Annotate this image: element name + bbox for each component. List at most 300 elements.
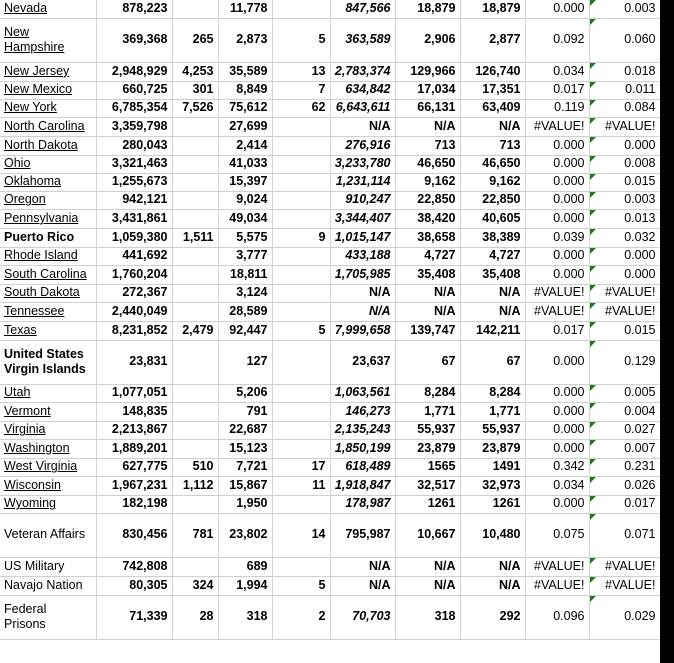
data-cell[interactable]: 38,658 [395,228,460,247]
table-row[interactable] [0,0,660,18]
data-cell[interactable] [172,265,218,284]
data-cell[interactable]: 0.034 [525,476,589,495]
data-cell[interactable]: 28,589 [218,302,272,321]
data-cell[interactable]: 1,063,561 [330,384,395,402]
data-cell[interactable]: 23,802 [218,513,272,557]
data-cell[interactable]: 433,188 [330,247,395,265]
data-cell[interactable] [172,247,218,265]
data-cell[interactable]: 0.008 [589,155,660,173]
data-cell[interactable]: 22,687 [218,421,272,439]
data-cell[interactable]: 0.003 [589,191,660,209]
data-cell[interactable]: 634,842 [330,81,395,99]
data-cell[interactable]: #VALUE! [525,576,589,595]
table-row[interactable] [0,62,660,81]
data-cell[interactable]: N/A [330,117,395,136]
data-cell[interactable]: 7,721 [218,458,272,476]
data-cell[interactable] [172,557,218,576]
table-row[interactable] [0,173,660,191]
data-cell[interactable]: N/A [460,117,525,136]
data-cell[interactable]: 38,389 [460,228,525,247]
data-cell[interactable]: 0.000 [525,439,589,458]
data-cell[interactable] [272,136,330,155]
row-label-cell[interactable] [0,576,96,595]
data-cell[interactable]: 6,643,611 [330,99,395,117]
data-cell[interactable]: N/A [460,576,525,595]
data-cell[interactable]: 23,879 [395,439,460,458]
data-cell[interactable]: 67 [460,340,525,384]
data-cell[interactable]: 2,873 [218,18,272,62]
data-cell[interactable]: 8,231,852 [96,321,172,340]
data-cell[interactable]: 0.000 [525,155,589,173]
data-cell[interactable]: N/A [395,576,460,595]
data-cell[interactable] [172,209,218,228]
table-row[interactable] [0,209,660,228]
data-cell[interactable]: 18,879 [460,0,525,18]
data-cell[interactable]: 55,937 [460,421,525,439]
data-cell[interactable] [172,191,218,209]
data-cell[interactable]: 713 [395,136,460,155]
data-cell[interactable]: 0.004 [589,402,660,421]
data-cell[interactable]: 1,059,380 [96,228,172,247]
data-cell[interactable]: 280,043 [96,136,172,155]
data-cell[interactable]: 35,408 [460,265,525,284]
data-cell[interactable]: 1491 [460,458,525,476]
data-cell[interactable]: 0.013 [589,209,660,228]
data-cell[interactable]: 276,916 [330,136,395,155]
data-cell[interactable]: 2 [272,595,330,639]
data-cell[interactable] [172,284,218,302]
data-cell[interactable]: 272,367 [96,284,172,302]
data-cell[interactable]: 0.000 [525,247,589,265]
data-cell[interactable]: 27,699 [218,117,272,136]
table-row[interactable] [0,81,660,99]
data-cell[interactable]: 32,973 [460,476,525,495]
data-cell[interactable]: 11,778 [218,0,272,18]
data-cell[interactable]: 942,121 [96,191,172,209]
data-cell[interactable]: 4,727 [395,247,460,265]
data-cell[interactable]: 70,703 [330,595,395,639]
data-cell[interactable]: #VALUE! [589,576,660,595]
data-cell[interactable]: 0.092 [525,18,589,62]
data-cell[interactable]: 9,024 [218,191,272,209]
data-cell[interactable]: 1,850,199 [330,439,395,458]
data-cell[interactable]: 324 [172,576,218,595]
data-cell[interactable]: 9 [272,228,330,247]
table-row[interactable] [0,595,660,639]
data-cell[interactable]: 7 [272,81,330,99]
data-cell[interactable]: 41,033 [218,155,272,173]
row-label-cell[interactable] [0,228,96,247]
data-cell[interactable]: N/A [460,284,525,302]
row-label-cell[interactable] [0,117,96,136]
data-cell[interactable]: 1261 [460,495,525,513]
data-cell[interactable]: 1,918,847 [330,476,395,495]
data-cell[interactable]: 0.000 [525,173,589,191]
data-cell[interactable]: 127 [218,340,272,384]
data-cell[interactable]: 126,740 [460,62,525,81]
data-cell[interactable] [272,402,330,421]
table-row[interactable] [0,321,660,340]
row-label-cell[interactable] [0,247,96,265]
data-cell[interactable]: 1,967,231 [96,476,172,495]
data-cell[interactable] [172,302,218,321]
row-label-cell[interactable] [0,458,96,476]
data-cell[interactable]: 0.231 [589,458,660,476]
data-cell[interactable]: 3,431,861 [96,209,172,228]
data-cell[interactable]: 689 [218,557,272,576]
data-cell[interactable]: 49,034 [218,209,272,228]
data-cell[interactable] [172,384,218,402]
row-label-cell[interactable] [0,495,96,513]
data-cell[interactable]: N/A [330,284,395,302]
data-cell[interactable]: 2,440,049 [96,302,172,321]
data-cell[interactable]: 15,397 [218,173,272,191]
data-cell[interactable]: 791 [218,402,272,421]
data-cell[interactable] [172,495,218,513]
data-cell[interactable]: 35,589 [218,62,272,81]
data-cell[interactable]: 2,414 [218,136,272,155]
row-label-cell[interactable] [0,173,96,191]
data-cell[interactable]: 63,409 [460,99,525,117]
data-cell[interactable]: 23,637 [330,340,395,384]
data-cell[interactable]: 0.015 [589,173,660,191]
data-cell[interactable]: 13 [272,62,330,81]
data-cell[interactable]: N/A [395,284,460,302]
data-cell[interactable]: 17,351 [460,81,525,99]
row-label-cell[interactable] [0,340,96,384]
data-cell[interactable]: 0.005 [589,384,660,402]
data-cell[interactable]: 7,999,658 [330,321,395,340]
table-row[interactable] [0,302,660,321]
data-cell[interactable] [272,495,330,513]
data-cell[interactable]: 910,247 [330,191,395,209]
data-cell[interactable]: 5 [272,321,330,340]
data-cell[interactable]: 1,760,204 [96,265,172,284]
data-cell[interactable]: 142,211 [460,321,525,340]
data-cell[interactable]: 510 [172,458,218,476]
data-cell[interactable]: 0.034 [525,62,589,81]
data-cell[interactable] [272,173,330,191]
data-cell[interactable]: 627,775 [96,458,172,476]
data-cell[interactable] [272,340,330,384]
data-cell[interactable] [172,155,218,173]
data-cell[interactable] [272,421,330,439]
data-cell[interactable]: 1,889,201 [96,439,172,458]
data-cell[interactable]: 22,850 [460,191,525,209]
data-cell[interactable]: 5,206 [218,384,272,402]
data-cell[interactable]: 0.015 [589,321,660,340]
row-label-cell[interactable] [0,81,96,99]
data-cell[interactable]: 0.000 [525,421,589,439]
data-cell[interactable]: #VALUE! [589,302,660,321]
data-cell[interactable]: 1565 [395,458,460,476]
data-cell[interactable]: 878,223 [96,0,172,18]
table-row[interactable] [0,265,660,284]
data-cell[interactable]: 1,231,114 [330,173,395,191]
data-cell[interactable]: 660,725 [96,81,172,99]
data-cell[interactable]: 0.000 [525,209,589,228]
data-cell[interactable]: 75,612 [218,99,272,117]
data-cell[interactable]: 15,867 [218,476,272,495]
data-cell[interactable]: 369,368 [96,18,172,62]
data-cell[interactable]: 0.000 [525,265,589,284]
data-cell[interactable]: 713 [460,136,525,155]
data-cell[interactable]: N/A [395,302,460,321]
data-cell[interactable]: 55,937 [395,421,460,439]
data-cell[interactable] [172,136,218,155]
data-cell[interactable]: #VALUE! [525,557,589,576]
data-cell[interactable]: 0.000 [589,136,660,155]
row-label-cell[interactable] [0,557,96,576]
data-cell[interactable] [272,247,330,265]
data-cell[interactable]: #VALUE! [525,302,589,321]
data-cell[interactable]: 92,447 [218,321,272,340]
table-row[interactable] [0,439,660,458]
data-cell[interactable]: 18,811 [218,265,272,284]
data-cell[interactable]: 2,479 [172,321,218,340]
data-cell[interactable]: 0.071 [589,513,660,557]
table-row[interactable] [0,476,660,495]
row-label-cell[interactable] [0,513,96,557]
data-cell[interactable]: 23,831 [96,340,172,384]
data-cell[interactable]: 15,123 [218,439,272,458]
data-cell[interactable]: 0.119 [525,99,589,117]
data-cell[interactable]: 830,456 [96,513,172,557]
table-row[interactable] [0,191,660,209]
table-row[interactable] [0,99,660,117]
data-cell[interactable]: 6,785,354 [96,99,172,117]
data-cell[interactable] [272,191,330,209]
data-cell[interactable]: 0.017 [589,495,660,513]
table-row[interactable] [0,402,660,421]
data-cell[interactable]: 3,344,407 [330,209,395,228]
data-cell[interactable]: 1261 [395,495,460,513]
row-label-cell[interactable] [0,136,96,155]
data-cell[interactable]: 363,589 [330,18,395,62]
row-label-cell[interactable] [0,321,96,340]
table-row[interactable] [0,557,660,576]
data-cell[interactable]: 0.011 [589,81,660,99]
data-cell[interactable]: 17 [272,458,330,476]
row-label-cell[interactable] [0,209,96,228]
data-cell[interactable]: N/A [330,302,395,321]
data-cell[interactable]: 148,835 [96,402,172,421]
data-cell[interactable]: 318 [395,595,460,639]
data-cell[interactable] [272,557,330,576]
data-cell[interactable]: 8,284 [460,384,525,402]
data-cell[interactable]: #VALUE! [589,117,660,136]
data-cell[interactable]: 0.000 [525,495,589,513]
data-cell[interactable]: 0.000 [589,265,660,284]
data-cell[interactable]: N/A [460,557,525,576]
data-cell[interactable]: 67 [395,340,460,384]
data-cell[interactable]: 0.032 [589,228,660,247]
table-row[interactable] [0,384,660,402]
data-cell[interactable]: 3,321,463 [96,155,172,173]
data-cell[interactable]: 146,273 [330,402,395,421]
data-cell[interactable]: 0.000 [525,384,589,402]
data-cell[interactable] [172,439,218,458]
data-cell[interactable]: 265 [172,18,218,62]
data-cell[interactable] [272,117,330,136]
data-cell[interactable]: #VALUE! [525,284,589,302]
table-row[interactable] [0,228,660,247]
data-cell[interactable]: 1,771 [395,402,460,421]
row-label-cell[interactable] [0,0,96,18]
data-cell[interactable]: 2,135,243 [330,421,395,439]
data-cell[interactable]: N/A [395,557,460,576]
table-row[interactable] [0,136,660,155]
data-cell[interactable]: 2,948,929 [96,62,172,81]
data-cell[interactable]: 139,747 [395,321,460,340]
data-cell[interactable]: 80,305 [96,576,172,595]
data-cell[interactable]: 0.096 [525,595,589,639]
row-label-cell[interactable] [0,265,96,284]
row-label-cell[interactable] [0,402,96,421]
data-cell[interactable]: 318 [218,595,272,639]
data-cell[interactable]: 4,727 [460,247,525,265]
data-cell[interactable]: 11 [272,476,330,495]
data-cell[interactable]: 5 [272,18,330,62]
row-label-cell[interactable] [0,62,96,81]
data-cell[interactable]: 40,605 [460,209,525,228]
data-cell[interactable]: 0.027 [589,421,660,439]
data-cell[interactable]: 0.017 [525,81,589,99]
data-cell[interactable]: N/A [330,576,395,595]
data-cell[interactable]: 0.000 [589,247,660,265]
table-row[interactable] [0,18,660,62]
data-cell[interactable]: 62 [272,99,330,117]
data-cell[interactable]: 3,777 [218,247,272,265]
table-row[interactable] [0,421,660,439]
data-cell[interactable] [272,265,330,284]
data-cell[interactable]: 0.018 [589,62,660,81]
data-cell[interactable]: 0.084 [589,99,660,117]
data-cell[interactable] [272,155,330,173]
data-cell[interactable] [172,117,218,136]
table-row[interactable] [0,495,660,513]
data-cell[interactable]: 1,771 [460,402,525,421]
row-label-cell[interactable] [0,99,96,117]
data-cell[interactable]: 0.075 [525,513,589,557]
data-cell[interactable]: 1,112 [172,476,218,495]
data-cell[interactable] [272,209,330,228]
table-row[interactable] [0,117,660,136]
data-cell[interactable] [172,340,218,384]
data-cell[interactable] [172,173,218,191]
data-cell[interactable]: 1,705,985 [330,265,395,284]
table-row[interactable] [0,284,660,302]
data-cell[interactable]: 0.000 [525,0,589,18]
data-cell[interactable]: 0.029 [589,595,660,639]
table-row[interactable] [0,513,660,557]
data-cell[interactable] [172,421,218,439]
data-cell[interactable]: 1,950 [218,495,272,513]
data-cell[interactable]: 4,253 [172,62,218,81]
data-cell[interactable]: 46,650 [395,155,460,173]
data-cell[interactable]: 3,124 [218,284,272,302]
data-cell[interactable]: 1,255,673 [96,173,172,191]
data-cell[interactable]: 0.060 [589,18,660,62]
data-cell[interactable]: #VALUE! [589,557,660,576]
table-row[interactable] [0,458,660,476]
data-cell[interactable]: 2,783,374 [330,62,395,81]
data-cell[interactable]: 23,879 [460,439,525,458]
data-cell[interactable]: 2,213,867 [96,421,172,439]
data-cell[interactable]: 71,339 [96,595,172,639]
data-cell[interactable]: 18,879 [395,0,460,18]
table-row[interactable] [0,155,660,173]
data-cell[interactable]: 22,850 [395,191,460,209]
row-label-cell[interactable] [0,302,96,321]
data-cell[interactable]: 182,198 [96,495,172,513]
data-cell[interactable]: 3,233,780 [330,155,395,173]
data-cell[interactable]: 847,566 [330,0,395,18]
data-cell[interactable]: 0.026 [589,476,660,495]
data-cell[interactable]: #VALUE! [525,117,589,136]
row-label-cell[interactable] [0,476,96,495]
data-cell[interactable]: 28 [172,595,218,639]
data-cell[interactable] [172,0,218,18]
data-cell[interactable]: 441,692 [96,247,172,265]
data-cell[interactable]: 7,526 [172,99,218,117]
row-label-cell[interactable] [0,155,96,173]
table-row[interactable] [0,576,660,595]
data-cell[interactable] [272,439,330,458]
row-label-cell[interactable] [0,439,96,458]
data-cell[interactable]: N/A [330,557,395,576]
data-cell[interactable]: 14 [272,513,330,557]
data-cell[interactable]: 1,077,051 [96,384,172,402]
data-cell[interactable]: 2,906 [395,18,460,62]
data-cell[interactable]: 0.342 [525,458,589,476]
data-cell[interactable] [172,402,218,421]
data-cell[interactable]: 8,284 [395,384,460,402]
data-cell[interactable]: 38,420 [395,209,460,228]
row-label-cell[interactable] [0,191,96,209]
data-cell[interactable]: #VALUE! [589,284,660,302]
data-cell[interactable] [272,284,330,302]
data-cell[interactable]: 0.039 [525,228,589,247]
row-label-cell[interactable] [0,18,96,62]
data-cell[interactable]: 32,517 [395,476,460,495]
data-cell[interactable]: 795,987 [330,513,395,557]
data-cell[interactable]: 0.017 [525,321,589,340]
data-cell[interactable]: 3,359,798 [96,117,172,136]
data-cell[interactable]: 178,987 [330,495,395,513]
table-row[interactable] [0,340,660,384]
data-cell[interactable]: 0.000 [525,402,589,421]
data-cell[interactable]: 5 [272,576,330,595]
data-cell[interactable]: N/A [395,117,460,136]
data-cell[interactable]: 1,015,147 [330,228,395,247]
data-cell[interactable]: 46,650 [460,155,525,173]
data-cell[interactable]: 35,408 [395,265,460,284]
data-cell[interactable]: 0.003 [589,0,660,18]
data-cell[interactable]: 2,877 [460,18,525,62]
data-cell[interactable]: 0.000 [525,340,589,384]
data-cell[interactable]: 742,808 [96,557,172,576]
data-cell[interactable]: 292 [460,595,525,639]
data-cell[interactable]: 17,034 [395,81,460,99]
data-cell[interactable]: N/A [460,302,525,321]
row-label-cell[interactable] [0,595,96,639]
data-cell[interactable]: 301 [172,81,218,99]
data-cell[interactable]: 0.007 [589,439,660,458]
data-cell[interactable] [272,0,330,18]
data-cell[interactable] [272,302,330,321]
data-cell[interactable] [272,384,330,402]
